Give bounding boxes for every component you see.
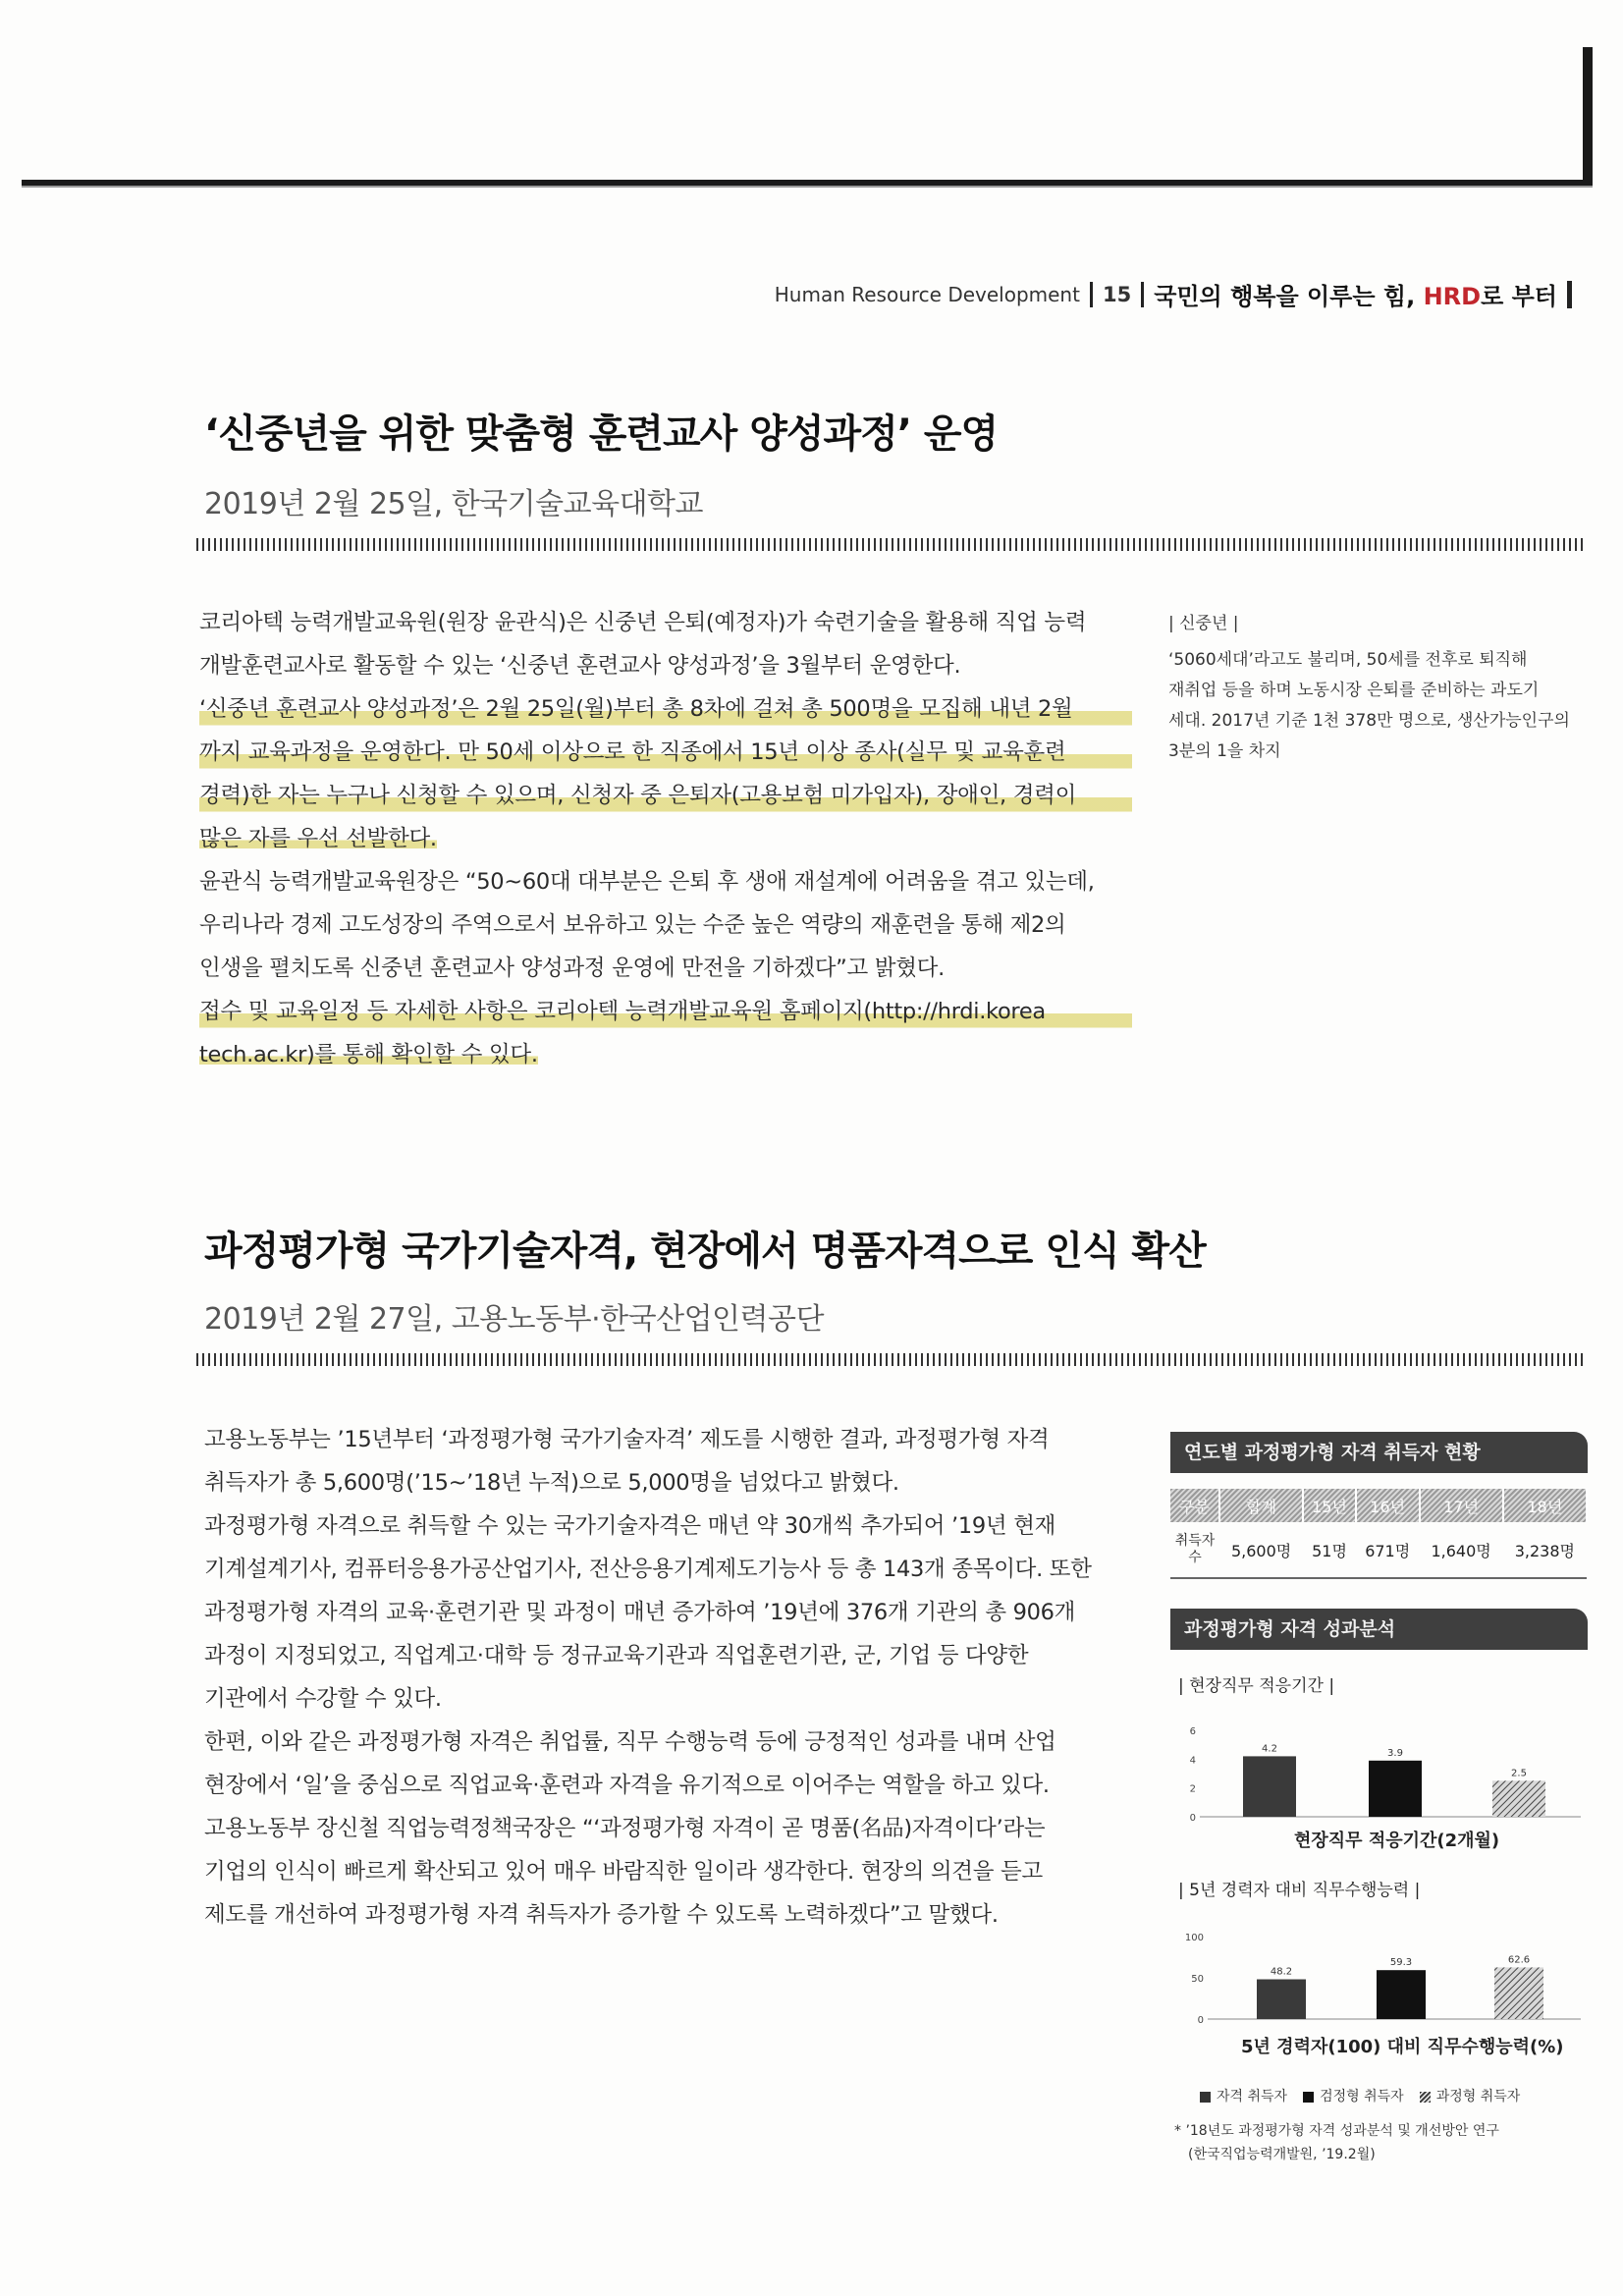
- legend-item: [1200, 2086, 1287, 2105]
- stats-col-header: 18년: [1503, 1489, 1587, 1522]
- side-note-line: 재취업 등을 하며 노동시장 은퇴를 준비하는 과도기: [1168, 681, 1540, 700]
- article1-body: [199, 601, 1132, 1076]
- header-divider: [1090, 282, 1093, 307]
- article2-line: 과정이 지정되었고, 직업계고·대학 등 정규교육기관과 직업훈련기관, 군, 기업 등 다양한: [204, 1643, 1029, 1668]
- article1-line-highlighted: ‘신중년 훈련교사 양성과정’은 2월 25일(월)부터 총 8차에 걸쳐 총 500명을 모집해 내년 2월: [199, 687, 1132, 731]
- y-tick-label: 0: [1189, 1813, 1196, 1824]
- article1-date: 2019년 2월 25일, 한국기술교육대학교: [204, 487, 704, 521]
- legend-swatch: [1420, 2092, 1431, 2103]
- footnote-line: (한국직업능력개발원, ’19.2월): [1188, 2147, 1376, 2162]
- bar-data-label: 62.6: [1507, 1954, 1531, 1966]
- bar-data-label: 3.9: [1387, 1747, 1403, 1759]
- chart1-xlabel: 현장직무 적응기간(2개월): [1294, 1831, 1500, 1851]
- y-tick-label: 6: [1189, 1726, 1196, 1737]
- y-tick-label: 2: [1189, 1783, 1196, 1795]
- stats-cell: 5,600명: [1219, 1522, 1303, 1578]
- article2-divider: [196, 1353, 1583, 1366]
- page-edge-bar: [1583, 47, 1593, 185]
- chart-job-performance: [1178, 1925, 1591, 2025]
- chart-bar: [1243, 1756, 1296, 1817]
- chart-bar: [1257, 1980, 1306, 2019]
- header-divider: [1141, 282, 1144, 307]
- footnote-line: * ’18년도 과정평가형 자격 성과분석 및 개선방안 연구: [1174, 2123, 1499, 2139]
- stats-col-header: 16년: [1356, 1489, 1420, 1522]
- chart-bar: [1492, 1780, 1545, 1817]
- chart-footnote: [1174, 2119, 1499, 2166]
- legend-swatch: [1200, 2092, 1211, 2103]
- stats-table-header-row: [1170, 1489, 1587, 1522]
- stats-panel: [1170, 1432, 1588, 1579]
- stats-cell: 671명: [1356, 1522, 1420, 1578]
- stats-table: [1170, 1489, 1588, 1579]
- article2-line: 제도를 개선하여 과정평가형 자격 취득자가 증가할 수 있도록 노력하겠다”고 말했다.: [204, 1902, 999, 1928]
- chart2-title: | 5년 경력자 대비 직무수행능력 |: [1178, 1881, 1421, 1900]
- article2-line: 과정평가형 자격의 교육·훈련기관 및 과정이 매년 증가하여 ’19년에 376개 기관의 총 906개: [204, 1600, 1076, 1625]
- page-number: 15: [1102, 282, 1132, 306]
- stats-cell: 51명: [1303, 1522, 1356, 1578]
- article2-body: [204, 1418, 1147, 1937]
- analysis-panel-title: 과정평가형 자격 성과분석: [1170, 1609, 1588, 1650]
- article1-line-highlighted: 접수 및 교육일정 등 자세한 사항은 코리아텍 능력개발교육원 홈페이지(http://hrdi.korea: [199, 990, 1132, 1033]
- article1-line-highlighted: tech.ac.kr)를 통해 확인할 수 있다.: [199, 1042, 538, 1067]
- side-note-label: | 신중년 |: [1168, 614, 1239, 633]
- stats-col-header: 구분: [1170, 1489, 1219, 1522]
- article1-line: 인생을 펼치도록 신중년 훈련교사 양성과정 운영에 만전을 기하겠다”고 밝혔다.: [199, 956, 945, 981]
- article1-line-highlighted: 경력)한 자는 누구나 신청할 수 있으며, 신청자 중 은퇴자(고용보험 미가입자), 장애인, 경력이: [199, 774, 1132, 817]
- stats-row-label: 취득자 수: [1170, 1522, 1219, 1578]
- article2-line: 기업의 인식이 빠르게 확산되고 있어 매우 바람직한 일이라 생각한다. 현장의 의견을 듣고: [204, 1859, 1043, 1885]
- stats-col-header: 17년: [1420, 1489, 1503, 1522]
- stats-col-header: 15년: [1303, 1489, 1356, 1522]
- header-title-post: 로 부터: [1481, 283, 1557, 310]
- legend-label: 검정형 취득자: [1320, 2089, 1404, 2105]
- stats-table-row: [1170, 1522, 1587, 1578]
- chart2-xlabel: 5년 경력자(100) 대비 직무수행능력(%): [1241, 2037, 1564, 2057]
- y-tick-label: 100: [1184, 1933, 1204, 1943]
- article1-line: 코리아텍 능력개발교육원(원장 윤관식)은 신중년 은퇴(예정자)가 숙련기술을 활용해 직업 능력: [199, 610, 1087, 635]
- bar-data-label: 2.5: [1511, 1768, 1527, 1779]
- chart-bar: [1369, 1761, 1422, 1817]
- side-note-line: 세대. 2017년 기준 1천 378만 명으로, 생산가능인구의: [1168, 711, 1570, 731]
- analysis-panel: [1170, 1609, 1588, 1650]
- chart-bar: [1494, 1967, 1543, 2019]
- y-tick-label: 50: [1191, 1974, 1204, 1985]
- legend-item: [1420, 2086, 1521, 2105]
- stats-cell: 1,640명: [1420, 1522, 1503, 1578]
- side-note: [1168, 609, 1591, 767]
- legend-item: [1303, 2086, 1404, 2105]
- article2-line: 고용노동부는 ’15년부터 ‘과정평가형 국가기술자격’ 제도를 시행한 결과, 과정평가형 자격: [204, 1427, 1050, 1452]
- y-tick-label: 4: [1189, 1755, 1196, 1767]
- running-header: [775, 277, 1572, 311]
- chart-job-adaptation: [1178, 1719, 1591, 1827]
- article2-line: 고용노동부 장신철 직업능력정책국장은 “‘과정평가형 자격이 곧 명품(名品)자격이다’라는: [204, 1816, 1046, 1841]
- article2-line: 현장에서 ‘일’을 중심으로 직업교육·훈련과 자격을 유기적으로 이어주는 역할을 하고 있다.: [204, 1773, 1050, 1798]
- side-note-line: ‘5060세대’라고도 불리며, 50세를 전후로 퇴직해: [1168, 650, 1528, 670]
- article2-date: 2019년 2월 27일, 고용노동부·한국산업인력공단: [204, 1302, 824, 1337]
- top-rule-shadow: [22, 186, 1593, 188]
- article1-divider: [196, 538, 1583, 551]
- article2-line: 취득자가 총 5,600명(’15~’18년 누적)으로 5,000명을 넘었다고 밝혔다.: [204, 1470, 899, 1496]
- legend-swatch: [1303, 2092, 1314, 2103]
- article1-line: 우리나라 경제 고도성장의 주역으로서 보유하고 있는 수준 높은 역량의 재훈련을 통해 제2의: [199, 912, 1066, 938]
- stats-col-header: 합계: [1219, 1489, 1303, 1522]
- running-header-title: [1154, 277, 1557, 311]
- article2-title: 과정평가형 국가기술자격, 현장에서 명품자격으로 인식 확산: [204, 1229, 1206, 1274]
- article1-line: 개발훈련교사로 활동할 수 있는 ‘신중년 훈련교사 양성과정’을 3월부터 운영한다.: [199, 653, 961, 679]
- side-note-line: 3분의 1을 차지: [1168, 741, 1281, 761]
- bar-data-label: 4.2: [1262, 1743, 1277, 1755]
- stats-cell: 3,238명: [1503, 1522, 1587, 1578]
- article2-line: 한편, 이와 같은 과정평가형 자격은 취업률, 직무 수행능력 등에 긍정적인 성과를 내며 산업: [204, 1729, 1056, 1755]
- chart-legend: [1200, 2086, 1520, 2105]
- y-tick-label: 0: [1197, 2015, 1204, 2025]
- chart-bar: [1377, 1970, 1426, 2019]
- legend-label: 자격 취득자: [1217, 2089, 1288, 2105]
- header-title-pre: 국민의 행복을 이루는 힘,: [1154, 283, 1424, 310]
- article1-line-highlighted: 많은 자를 우선 선발한다.: [199, 826, 437, 851]
- running-header-section: Human Resource Development: [774, 282, 1080, 306]
- chart1-title: | 현장직무 적응기간 |: [1178, 1676, 1335, 1696]
- header-end-bar: [1567, 281, 1572, 308]
- article2-line: 기관에서 수강할 수 있다.: [204, 1686, 442, 1712]
- article1-line: 윤관식 능력개발교육원장은 “50~60대 대부분은 은퇴 후 생애 재설계에 어려움을 겪고 있는데,: [199, 869, 1095, 895]
- bar-data-label: 48.2: [1270, 1966, 1293, 1978]
- article2-line: 과정평가형 자격으로 취득할 수 있는 국가기술자격은 매년 약 30개씩 추가되어 ’19년 현재: [204, 1513, 1056, 1539]
- article1-line-highlighted: 까지 교육과정을 운영한다. 만 50세 이상으로 한 직종에서 15년 이상 종사(실무 및 교육훈련: [199, 731, 1132, 774]
- stats-panel-title: 연도별 과정평가형 자격 취득자 현황: [1170, 1432, 1588, 1473]
- article2-line: 기계설계기사, 컴퓨터응용가공산업기사, 전산응용기계제도기능사 등 총 143개 종목이다. 또한: [204, 1557, 1092, 1582]
- legend-label: 과정형 취득자: [1435, 2089, 1521, 2105]
- article1-title: ‘신중년을 위한 맞춤형 훈련교사 양성과정’ 운영: [204, 411, 999, 457]
- bar-data-label: 59.3: [1389, 1957, 1413, 1969]
- header-title-accent: HRD: [1423, 283, 1482, 310]
